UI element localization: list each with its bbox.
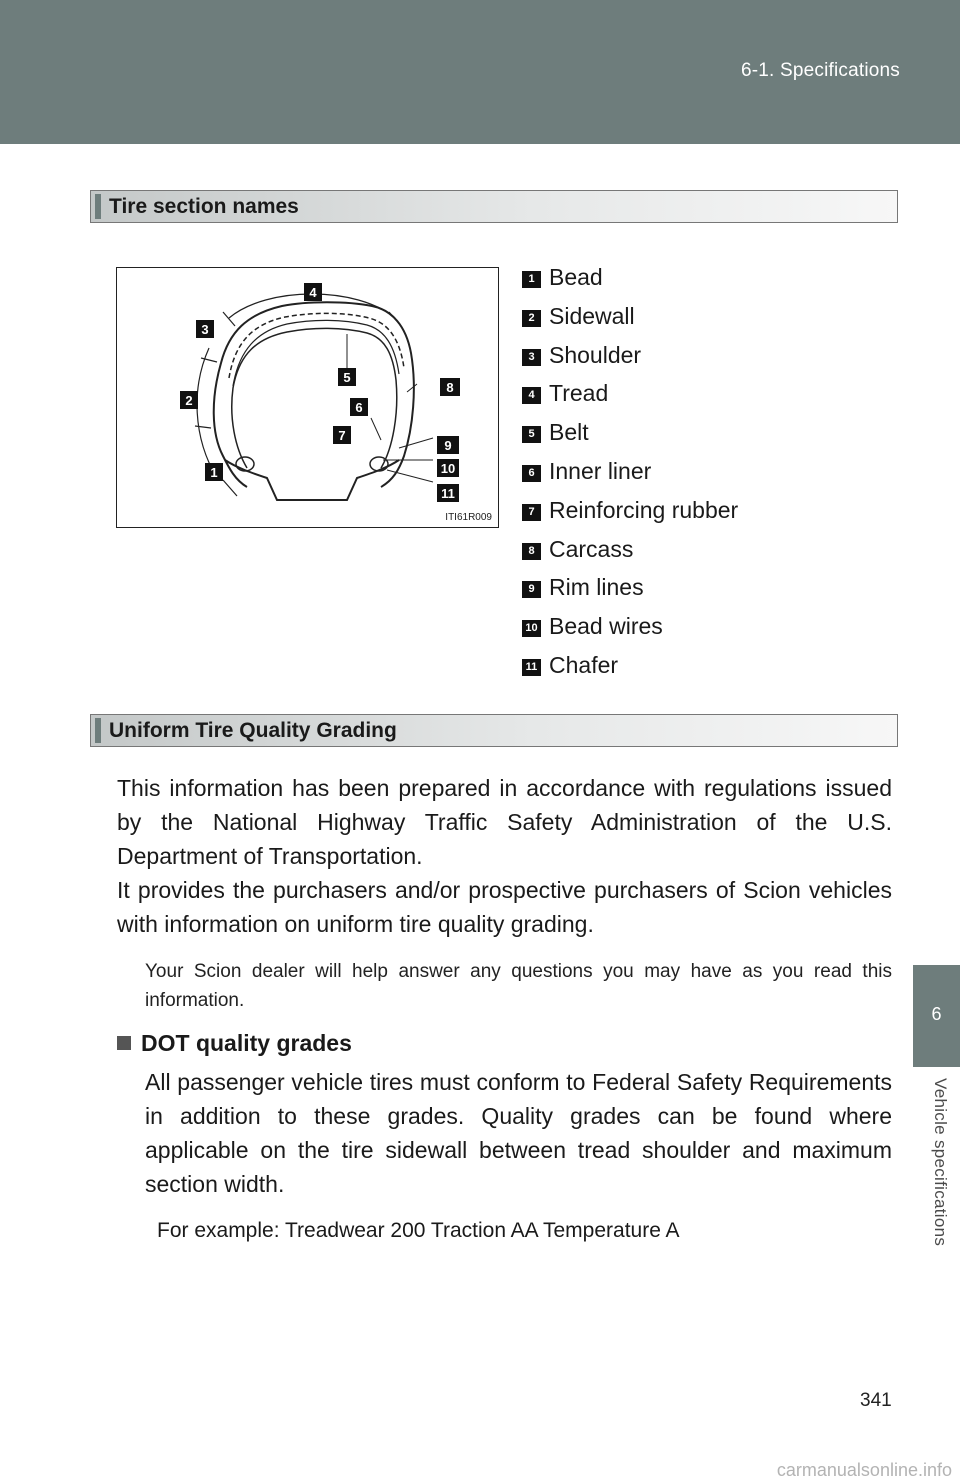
label-7 bbox=[333, 426, 351, 444]
svg-text:9: 9 bbox=[444, 438, 452, 453]
legend-label: Shoulder bbox=[549, 341, 642, 368]
svg-text:4: 4 bbox=[309, 285, 317, 300]
svg-text:6: 6 bbox=[355, 400, 363, 415]
label-8 bbox=[440, 378, 460, 396]
dealer-note: Your Scion dealer will help answer any questions you may have as you read this information. bbox=[145, 961, 892, 1011]
svg-text:11: 11 bbox=[441, 486, 455, 501]
square-bullet-icon bbox=[117, 1036, 131, 1050]
page-number: 341 bbox=[860, 1390, 892, 1411]
tire-diagram bbox=[117, 268, 498, 527]
legend-item bbox=[522, 454, 738, 493]
legend-label: Inner liner bbox=[549, 457, 652, 484]
legend-item bbox=[522, 299, 738, 338]
label-1 bbox=[205, 463, 223, 481]
chapter-number: 6 bbox=[931, 1004, 942, 1024]
dot-grades-title: DOT quality grades bbox=[141, 1030, 352, 1056]
number-badge: 4 bbox=[522, 387, 541, 404]
number-badge: 7 bbox=[522, 504, 541, 521]
legend-item bbox=[522, 376, 738, 415]
svg-text:8: 8 bbox=[446, 380, 454, 395]
legend-item bbox=[522, 338, 738, 377]
tire-cross-section-figure bbox=[116, 267, 499, 528]
label-11 bbox=[437, 484, 459, 502]
grading-section-heading: Uniform Tire Quality Grading bbox=[90, 714, 898, 747]
legend-label: Bead wires bbox=[549, 613, 663, 640]
number-badge: 10 bbox=[522, 620, 541, 637]
number-badge: 3 bbox=[522, 349, 541, 366]
svg-text:5: 5 bbox=[343, 370, 351, 385]
legend-item bbox=[522, 260, 738, 299]
label-10 bbox=[437, 459, 459, 477]
label-9 bbox=[437, 436, 459, 454]
grading-paragraph-2: It provides the purchasers and/or prospective purchasers of Scion vehicles with information on uniform tire quality grading. bbox=[117, 877, 892, 937]
watermark: carmanualsonline.info bbox=[776, 1460, 952, 1480]
chapter-label: Vehicle specifications bbox=[931, 1078, 950, 1247]
svg-text:3: 3 bbox=[201, 322, 209, 337]
legend-item bbox=[522, 415, 738, 454]
legend-item bbox=[522, 648, 738, 687]
legend-label: Tread bbox=[549, 380, 609, 407]
legend-label: Rim lines bbox=[549, 574, 644, 601]
number-badge: 5 bbox=[522, 426, 541, 443]
svg-text:10: 10 bbox=[440, 461, 456, 476]
number-badge: 8 bbox=[522, 543, 541, 560]
number-badge: 1 bbox=[522, 271, 541, 288]
number-badge: 6 bbox=[522, 465, 541, 482]
dot-grades-subheading bbox=[117, 1026, 352, 1060]
svg-text:1: 1 bbox=[210, 465, 218, 480]
number-badge: 9 bbox=[522, 581, 541, 598]
svg-text:2: 2 bbox=[185, 393, 193, 408]
legend-item bbox=[522, 532, 738, 571]
label-4 bbox=[304, 283, 322, 301]
number-badge: 11 bbox=[522, 659, 541, 676]
svg-text:7: 7 bbox=[338, 428, 346, 443]
label-2 bbox=[180, 391, 198, 409]
legend-item bbox=[522, 570, 738, 609]
label-3 bbox=[196, 320, 214, 338]
legend-label: Reinforcing rubber bbox=[549, 496, 739, 523]
legend-item bbox=[522, 493, 738, 532]
tire-section-legend bbox=[522, 260, 738, 687]
number-badge: 2 bbox=[522, 310, 541, 327]
label-6 bbox=[350, 398, 368, 416]
tire-section-heading: Tire section names bbox=[90, 190, 898, 223]
legend-label: Chafer bbox=[549, 651, 619, 678]
section-title: 6-1. Specifications bbox=[740, 60, 900, 81]
legend-label: Carcass bbox=[549, 535, 634, 562]
grade-example: For example: Treadwear 200 Traction AA Temperature A bbox=[157, 1219, 680, 1242]
label-5 bbox=[338, 368, 356, 386]
figure-code: ITI61R009 bbox=[445, 512, 492, 523]
dot-grades-paragraph: All passenger vehicle tires must conform to Federal Safety Requirements in addition to these grades. Quality grades can be found where applicable on the tire sidewall between tread shoulder and maximum section width. bbox=[145, 1069, 892, 1197]
legend-label: Bead bbox=[549, 264, 603, 290]
grading-paragraph-1: This information has been prepared in accordance with regulations issued by the National Highway Traffic Safety Administration of the U.S. Department of Transportation. bbox=[117, 775, 892, 869]
legend-item bbox=[522, 609, 738, 648]
legend-label: Sidewall bbox=[549, 302, 635, 329]
legend-label: Belt bbox=[549, 419, 589, 446]
